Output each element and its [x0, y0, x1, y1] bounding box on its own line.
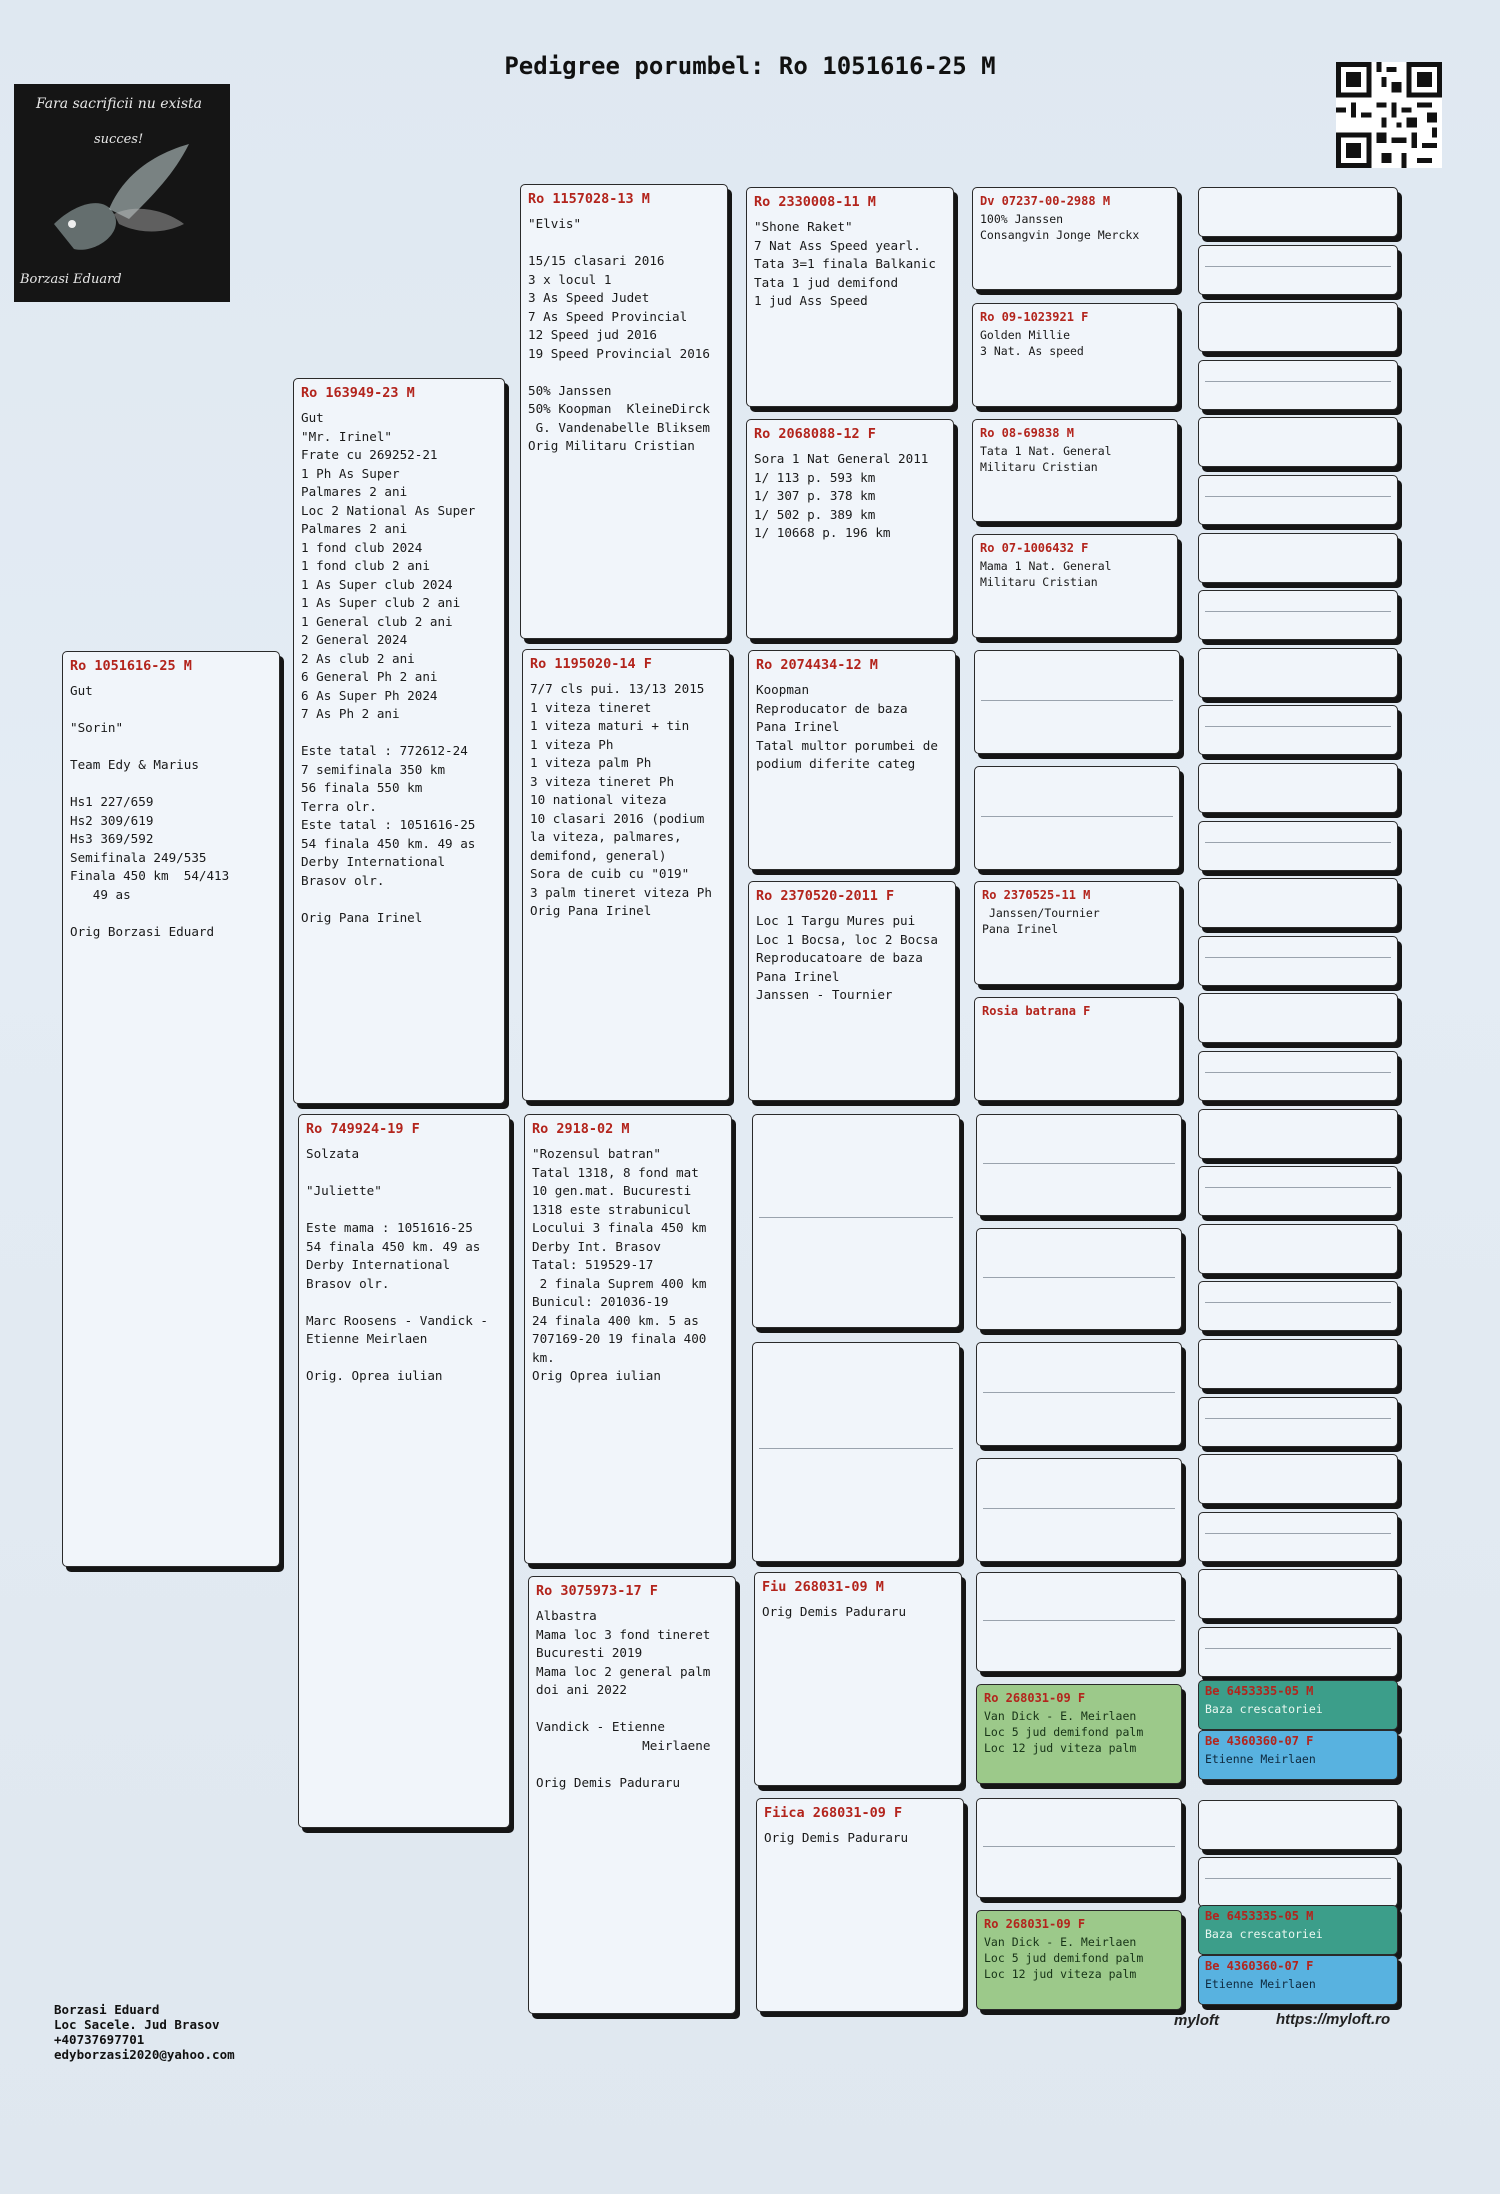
- pedigree-card-h8-empty: [1198, 590, 1398, 640]
- pedigree-card-h9-empty: [1198, 648, 1398, 698]
- pedigree-card-h32: [1198, 1955, 1398, 2005]
- pedigree-card-mf: [524, 1114, 732, 1564]
- card-rule: [1205, 1302, 1391, 1303]
- pedigree-card-h31: [1198, 1905, 1398, 1955]
- pedigree-card-h14-empty: [1198, 936, 1398, 986]
- pedigree-card-mm: [528, 1576, 736, 2014]
- ring-number: Ro 163949-23 M: [301, 385, 415, 401]
- pedigree-card-fff: [746, 187, 954, 407]
- ring-number: Ro 3075973-17 F: [536, 1583, 658, 1599]
- pedigree-card-g8: [974, 997, 1180, 1101]
- pedigree-card-h27: [1198, 1680, 1398, 1730]
- card-rule: [983, 1508, 1175, 1509]
- pedigree-card-fmf: [748, 650, 956, 870]
- card-rule: [1205, 381, 1391, 382]
- card-notes: Loc 1 Targu Mures pui Loc 1 Bocsa, loc 2 Bocsa Reproducatoare de baza Pana Irinel Janssen - Tournier: [756, 913, 938, 1002]
- card-rule: [983, 1277, 1175, 1278]
- card-rule: [1205, 842, 1391, 843]
- pedigree-card-g16: [976, 1910, 1182, 2010]
- pedigree-card-h3-empty: [1198, 302, 1398, 352]
- pedigree-card-h6-empty: [1198, 475, 1398, 525]
- ring-number: Ro 1051616-25 M: [70, 658, 192, 674]
- pedigree-card-h4-empty: [1198, 360, 1398, 410]
- card-rule: [1205, 1187, 1391, 1188]
- card-notes: 100% Janssen Consangvin Jonge Merckx: [980, 212, 1140, 242]
- pedigree-card-h12-empty: [1198, 821, 1398, 871]
- ring-number: Be 6453335-05 M: [1205, 1909, 1314, 1923]
- ring-number: Rosia batrana F: [982, 1004, 1091, 1018]
- ring-number: Fiu 268031-09 M: [762, 1579, 884, 1595]
- pedigree-card-g11-empty: [976, 1342, 1182, 1446]
- pedigree-card-h13-empty: [1198, 878, 1398, 928]
- card-rule: [1205, 1072, 1391, 1073]
- pedigree-card-g4: [972, 534, 1178, 638]
- pedigree-card-g5-empty: [974, 650, 1180, 754]
- pedigree-card-fm: [522, 649, 730, 1101]
- card-rule: [1205, 496, 1391, 497]
- pedigree-card-g3: [972, 419, 1178, 522]
- ring-number: Ro 08-69838 M: [980, 426, 1074, 440]
- myloft-brand: myloft: [1174, 2012, 1219, 2029]
- pedigree-card-h1-empty: [1198, 187, 1398, 237]
- card-rule: [983, 1846, 1175, 1847]
- pedigree-card-mfm-empty: [752, 1342, 960, 1562]
- ring-number: Ro 2074434-12 M: [756, 657, 878, 673]
- card-rule: [1205, 1533, 1391, 1534]
- pedigree-card-g10-empty: [976, 1228, 1182, 1330]
- pedigree-card-mmf: [754, 1572, 962, 1786]
- pedigree-card-h29-empty: [1198, 1800, 1398, 1850]
- card-notes: Van Dick - E. Meirlaen Loc 5 jud demifond palm Loc 12 jud viteza palm: [984, 1935, 1144, 1981]
- ring-number: Be 4360360-07 F: [1205, 1734, 1314, 1748]
- pedigree-card-h10-empty: [1198, 705, 1398, 755]
- ring-number: Ro 2370520-2011 F: [756, 888, 895, 904]
- pedigree-card-fmm: [748, 881, 956, 1101]
- card-notes: Albastra Mama loc 3 fond tineret Bucuresti 2019 Mama loc 2 general palm doi ani 2022 Vandick - Etienne Meirlaene Orig Demis Paduraru: [536, 1608, 711, 1790]
- card-notes: Koopman Reproducator de baza Pana Irinel Tatal multor porumbei de podium diferite categ: [756, 682, 938, 771]
- page-title: Pedigree porumbel: Ro 1051616-25 M: [504, 52, 996, 80]
- card-notes: Gut "Sorin" Team Edy & Marius Hs1 227/659 Hs2 309/619 Hs3 369/592 Semifinala 249/535 Finala 450 km 54/413 49 as Orig Borzasi Eduard: [70, 683, 230, 939]
- pedigree-card-g15-empty: [976, 1798, 1182, 1898]
- pedigree-card-g12-empty: [976, 1458, 1182, 1562]
- card-notes: Golden Millie 3 Nat. As speed: [980, 328, 1084, 358]
- ring-number: Ro 1195020-14 F: [530, 656, 652, 672]
- card-notes: Etienne Meirlaen: [1205, 1977, 1316, 1991]
- breeder-contact: Borzasi Eduard Loc Sacele. Jud Brasov +40737697701 edyborzasi2020@yahoo.com: [54, 2002, 235, 2062]
- pedigree-card-h5-empty: [1198, 417, 1398, 467]
- card-rule: [1205, 726, 1391, 727]
- ring-number: Ro 2370525-11 M: [982, 888, 1091, 902]
- card-rule: [983, 1392, 1175, 1393]
- ring-number: Be 6453335-05 M: [1205, 1684, 1314, 1698]
- myloft-url[interactable]: https://myloft.ro: [1276, 2011, 1391, 2028]
- card-rule: [1205, 611, 1391, 612]
- ring-number: Be 4360360-07 F: [1205, 1959, 1314, 1973]
- pedigree-card-h24-empty: [1198, 1512, 1398, 1562]
- pedigree-card-g2: [972, 303, 1178, 407]
- pedigree-card-mmm: [756, 1798, 964, 2012]
- pigeon-icon: [14, 84, 230, 302]
- card-rule: [1205, 1418, 1391, 1419]
- ring-number: Ro 2918-02 M: [532, 1121, 630, 1137]
- pedigree-card-h19-empty: [1198, 1224, 1398, 1274]
- card-notes: "Rozensul batran" Tatal 1318, 8 fond mat 10 gen.mat. Bucuresti 1318 este strabunicul Locului 3 finala 450 km Derby Int. Brasov Tatal: 519529-17 2 finala Suprem 400 km Bunicul: 201036-19 24 finala 400 km. 5 as 707169-20 19 finala 400 km. Orig Oprea iulian: [532, 1146, 707, 1383]
- pedigree-card-g7: [974, 881, 1180, 985]
- pedigree-card-h15-empty: [1198, 993, 1398, 1043]
- card-rule: [983, 1620, 1175, 1621]
- card-rule: [759, 1448, 953, 1449]
- pedigree-card-g1: [972, 187, 1178, 290]
- card-notes: Janssen/Tournier Pana Irinel: [982, 906, 1100, 936]
- pedigree-card-g14: [976, 1684, 1182, 1784]
- card-rule: [983, 1163, 1175, 1164]
- card-rule: [981, 700, 1173, 701]
- pedigree-card-h30-empty: [1198, 1857, 1398, 1907]
- ring-number: Ro 07-1006432 F: [980, 541, 1089, 555]
- card-rule: [759, 1217, 953, 1218]
- ring-number: Ro 268031-09 F: [984, 1691, 1086, 1705]
- card-notes: Orig Demis Paduraru: [762, 1604, 907, 1619]
- card-rule: [1205, 1878, 1391, 1879]
- pedigree-card-h23-empty: [1198, 1454, 1398, 1504]
- qr-code-icon: [1336, 62, 1442, 168]
- pedigree-card-subject: [62, 651, 280, 1567]
- card-rule: [981, 816, 1173, 817]
- card-rule: [1205, 1648, 1391, 1649]
- pedigree-card-ffm: [746, 419, 954, 639]
- pedigree-card-h11-empty: [1198, 763, 1398, 813]
- logo-signature: Borzasi Eduard: [20, 272, 122, 287]
- pedigree-card-g13-empty: [976, 1572, 1182, 1672]
- card-notes: Etienne Meirlaen: [1205, 1752, 1316, 1766]
- ring-number: Ro 1157028-13 M: [528, 191, 650, 207]
- card-rule: [1205, 957, 1391, 958]
- pedigree-card-h7-empty: [1198, 533, 1398, 583]
- logo-motto-line1: Fara sacrificii nu exista: [36, 96, 203, 112]
- ring-number: Dv 07237-00-2988 M: [980, 194, 1111, 208]
- pedigree-card-dam: [298, 1114, 510, 1828]
- logo-motto-line2: succes!: [94, 132, 144, 147]
- card-notes: Solzata "Juliette" Este mama : 1051616-25 54 finala 450 km. 49 as Derby International Brasov olr. Marc Roosens - Vandick - Etienne Meirlaen Orig. Oprea iulian: [306, 1146, 488, 1383]
- pedigree-card-ff: [520, 184, 728, 639]
- card-notes: 7/7 cls pui. 13/13 2015 1 viteza tineret 1 viteza maturi + tin 1 viteza Ph 1 viteza palm Ph 3 viteza tineret Ph 10 national viteza 10 clasari 2016 (podium la viteza, palmares, demifond, general) Sora de cuib cu "019" 3 palm tineret viteza Ph Orig Pana Irinel: [530, 681, 712, 918]
- pedigree-card-h25-empty: [1198, 1569, 1398, 1619]
- card-notes: Tata 1 Nat. General Militaru Cristian: [980, 444, 1112, 474]
- card-notes: Baza crescatoriei: [1205, 1927, 1323, 1941]
- pedigree-card-h16-empty: [1198, 1051, 1398, 1101]
- card-notes: Orig Demis Paduraru: [764, 1830, 909, 1845]
- pedigree-card-h21-empty: [1198, 1339, 1398, 1389]
- pedigree-card-h20-empty: [1198, 1281, 1398, 1331]
- ring-number: Fiica 268031-09 F: [764, 1805, 903, 1821]
- card-notes: Baza crescatoriei: [1205, 1702, 1323, 1716]
- pedigree-card-sire: [293, 378, 505, 1104]
- pedigree-card-g9-empty: [976, 1114, 1182, 1216]
- pedigree-card-h22-empty: [1198, 1397, 1398, 1447]
- card-rule: [1205, 266, 1391, 267]
- breeder-logo: [14, 84, 230, 302]
- card-notes: Sora 1 Nat General 2011 1/ 113 p. 593 km 1/ 307 p. 378 km 1/ 502 p. 389 km 1/ 10668 p. 196 km: [754, 451, 929, 540]
- pedigree-card-h26-empty: [1198, 1627, 1398, 1677]
- pedigree-card-h2-empty: [1198, 245, 1398, 295]
- pedigree-card-h18-empty: [1198, 1166, 1398, 1216]
- card-notes: "Shone Raket" 7 Nat Ass Speed yearl. Tata 3=1 finala Balkanic Tata 1 jud demifond 1 jud Ass Speed: [754, 219, 936, 308]
- pedigree-card-h28: [1198, 1730, 1398, 1780]
- ring-number: Ro 2330008-11 M: [754, 194, 876, 210]
- pedigree-card-h17-empty: [1198, 1109, 1398, 1159]
- pedigree-card-g6-empty: [974, 766, 1180, 870]
- card-notes: Mama 1 Nat. General Militaru Cristian: [980, 559, 1112, 589]
- ring-number: Ro 268031-09 F: [984, 1917, 1086, 1931]
- card-notes: "Elvis" 15/15 clasari 2016 3 x locul 1 3 As Speed Judet 7 As Speed Provincial 12 Speed jud 2016 19 Speed Provincial 2016 50% Janssen 50% Koopman KleineDirck G. Vandenabelle Bliksem Orig Militaru Cristian: [528, 216, 710, 453]
- card-notes: Gut "Mr. Irinel" Frate cu 269252-21 1 Ph As Super Palmares 2 ani Loc 2 National As Super Palmares 2 ani 1 fond club 2024 1 fond club 2 ani 1 As Super club 2024 1 As Super club 2 ani 1 General club 2 ani 2 General 2024 2 As club 2 ani 6 General Ph 2 ani 6 As Super Ph 2024 7 As Ph 2 ani Este tatal : 772612-24 7 semifinala 350 km 56 finala 550 km Terra olr. Este tatal : 1051616-25 54 finala 450 km. 49 as Derby International Brasov olr. Orig Pana Irinel: [301, 410, 476, 925]
- ring-number: Ro 749924-19 F: [306, 1121, 420, 1137]
- ring-number: Ro 2068088-12 F: [754, 426, 876, 442]
- card-notes: Van Dick - E. Meirlaen Loc 5 jud demifond palm Loc 12 jud viteza palm: [984, 1709, 1144, 1755]
- pedigree-card-mff-empty: [752, 1114, 960, 1328]
- ring-number: Ro 09-1023921 F: [980, 310, 1089, 324]
